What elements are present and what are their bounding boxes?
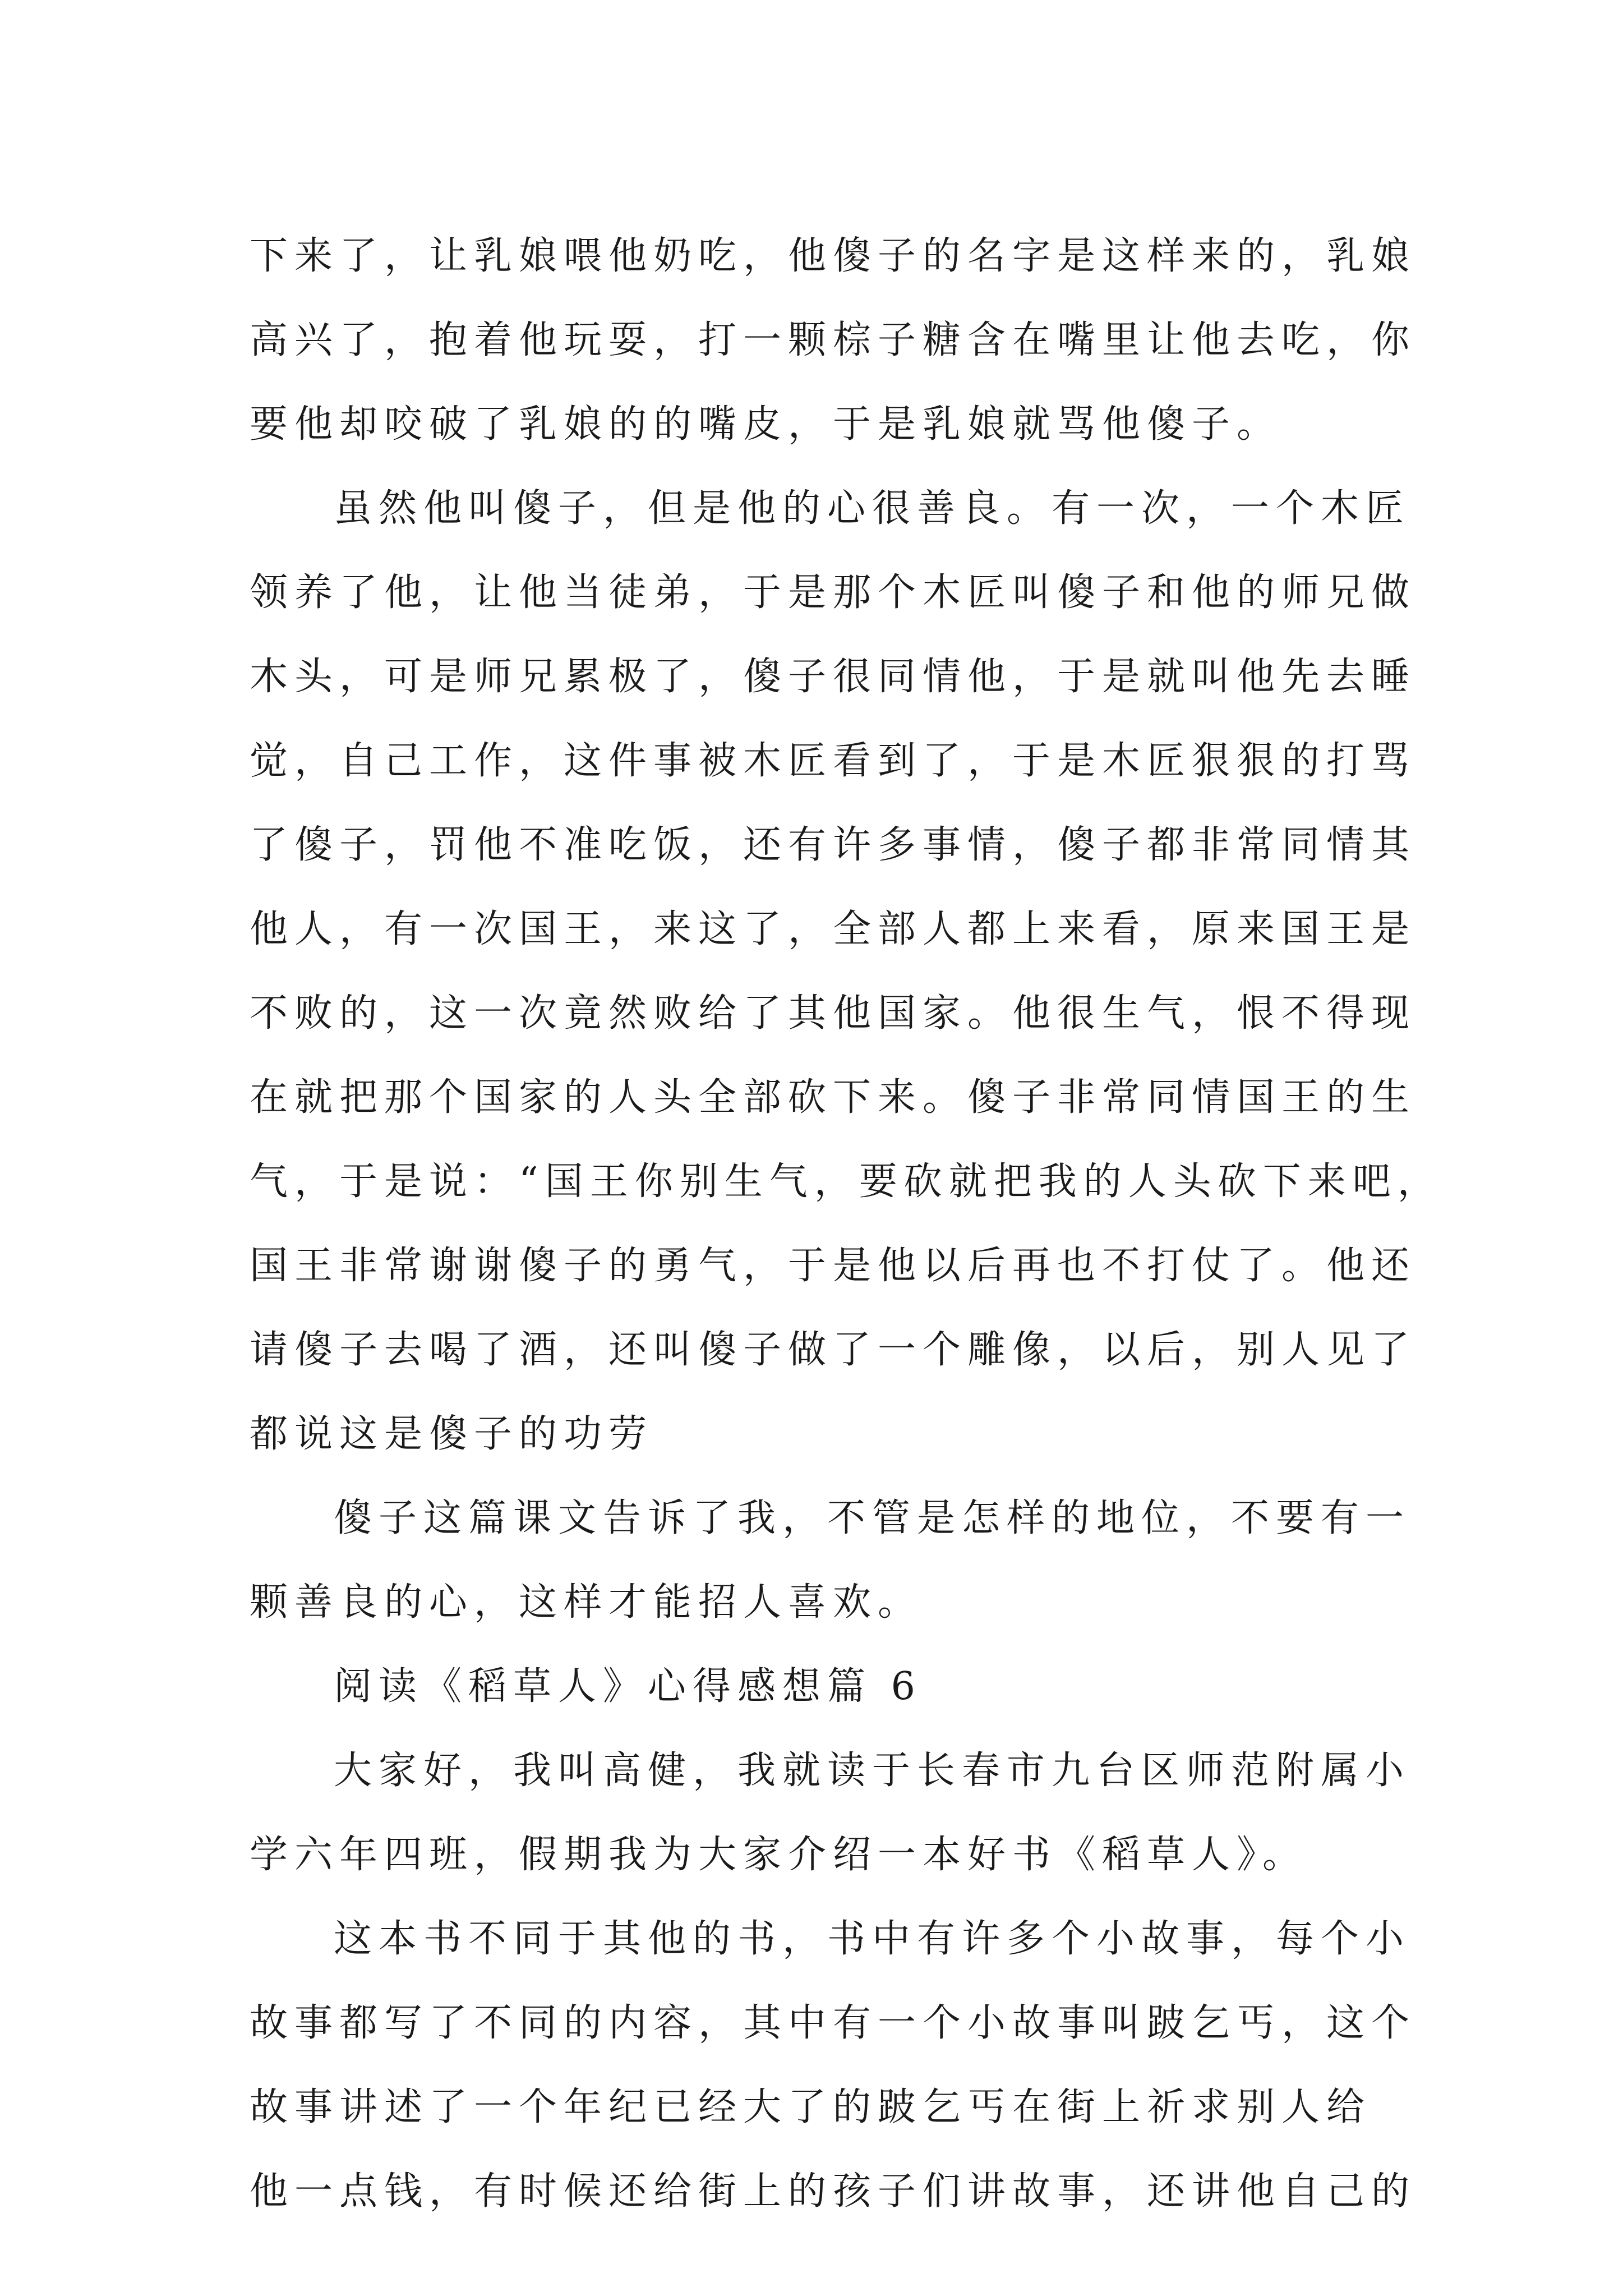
text-line: 下来了，让乳娘喂他奶吃，他傻子的名字是这样来的，乳娘 <box>250 234 1417 278</box>
text-line: 故事都写了不同的内容，其中有一个小故事叫跛乞丐，这个 <box>250 2001 1417 2045</box>
text-line: 气，于是说：“国王你别生气，要砍就把我的人头砍下来吧， <box>250 1159 1442 1204</box>
paragraph-first-line: 虽然他叫傻子，但是他的心很善良。有一次，一个木匠 <box>334 486 1411 531</box>
text-line: 不败的，这一次竟然败给了其他国家。他很生气，恨不得现 <box>250 991 1417 1036</box>
text-line: 在就把那个国家的人头全部砍下来。傻子非常同情国王的生 <box>250 1075 1417 1120</box>
text-line: 都说这是傻子的功劳 <box>250 1412 654 1456</box>
section-heading: 阅读《稻草人》心得感想篇 6 <box>334 1664 922 1709</box>
text-line: 高兴了，抱着他玩耍，打一颗棕子糖含在嘴里让他去吃，你 <box>250 318 1417 362</box>
text-line: 国王非常谢谢傻子的勇气，于是他以后再也不打仗了。他还 <box>250 1244 1417 1288</box>
text-line: 故事讲述了一个年纪已经大了的跛乞丐在街上祈求别人给 <box>250 2085 1372 2129</box>
paragraph-first-line: 这本书不同于其他的书，书中有许多个小故事，每个小 <box>334 1917 1411 1961</box>
text-line: 觉，自己工作，这件事被木匠看到了，于是木匠狠狠的打骂 <box>250 739 1417 783</box>
text-line: 要他却咬破了乳娘的的嘴皮，于是乳娘就骂他傻子。 <box>250 402 1282 447</box>
text-line: 颗善良的心，这样才能招人喜欢。 <box>250 1580 923 1625</box>
text-line: 领养了他，让他当徒弟，于是那个木匠叫傻子和他的师兄做 <box>250 570 1417 615</box>
text-line: 请傻子去喝了酒，还叫傻子做了一个雕像，以后，别人见了 <box>250 1328 1417 1372</box>
document-body <box>250 214 1442 2234</box>
text-line: 木头，可是师兄累极了，傻子很同情他，于是就叫他先去睡 <box>250 655 1417 699</box>
paragraph-first-line: 大家好，我叫高健，我就读于长春市九台区师范附属小 <box>334 1749 1411 1793</box>
text-line: 学六年四班，假期我为大家介绍一本好书《稻草人》。 <box>250 1833 1308 1877</box>
paragraph-first-line: 傻子这篇课文告诉了我，不管是怎样的地位，不要有一 <box>334 1496 1411 1540</box>
text-line: 他人，有一次国王，来这了，全部人都上来看，原来国王是 <box>250 907 1417 951</box>
text-line: 了傻子，罚他不准吃饭，还有许多事情，傻子都非常同情其 <box>250 823 1417 867</box>
text-line: 他一点钱，有时候还给街上的孩子们讲故事，还讲他自己的 <box>250 2169 1417 2214</box>
